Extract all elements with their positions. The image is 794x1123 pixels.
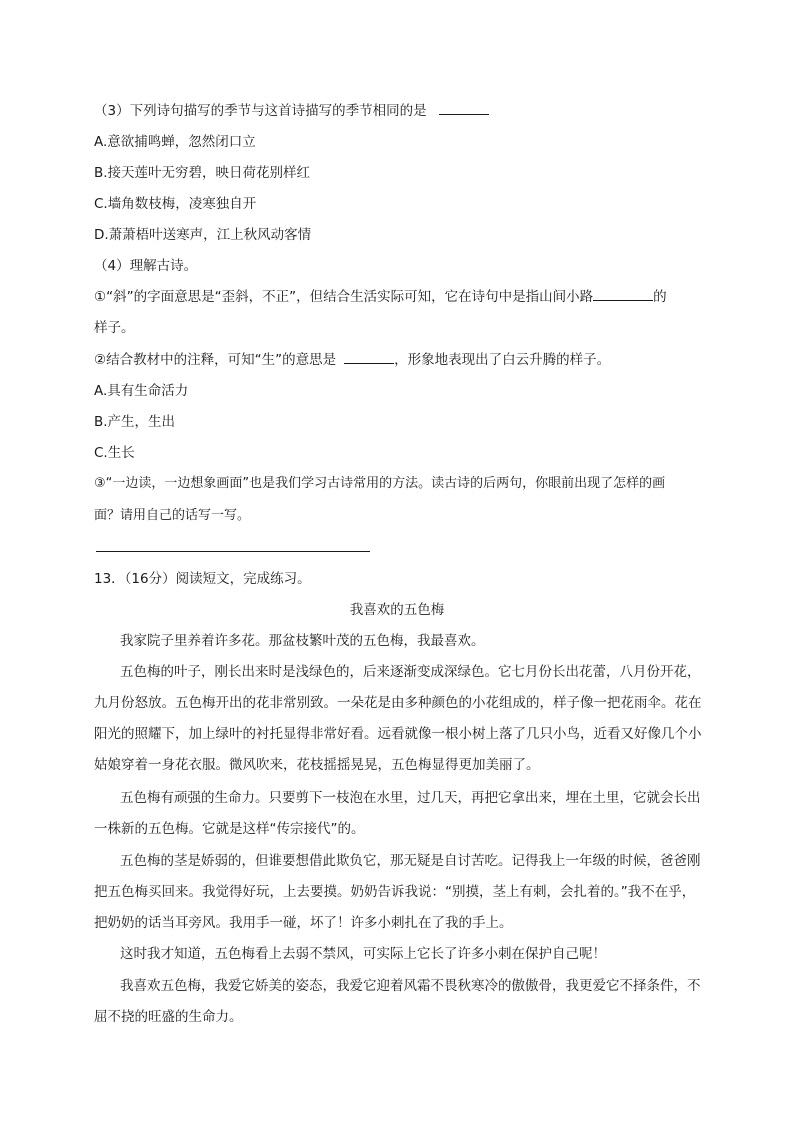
q13-header: 13．（16分）阅读短文，完成练习。: [94, 571, 311, 587]
q4-sub1-text-a: “斜”的字面意思是“歪斜，不正”，但结合生活实际可知，它在诗句中是指山间小路: [106, 289, 594, 305]
q4-sub3-line1: [94, 475, 665, 493]
passage-line: 我喜欢五色梅，我爱它娇美的姿态，我爱它迎着风霜不畏秋寒冷的傲傲骨，我更爱它不择条件，不: [120, 978, 701, 994]
passage-line: 把五色梅买回来。我觉得好玩，上去要摸。奶奶告诉我说：“别摸，茎上有刺，会扎着的。”我不在乎，: [94, 884, 696, 900]
q4-sub1-text-b: 的: [653, 289, 667, 305]
q3-stem-text: （3）下列诗句描写的季节与这首诗描写的季节相同的是: [94, 103, 427, 119]
passage-line: 五色梅有顽强的生命力。只要剪下一枝泡在水里，过几天，再把它拿出来，埋在土里，它就会长出: [120, 790, 701, 806]
passage-line: 一株新的五色梅。它就是这样“传宗接代”的。: [94, 821, 365, 837]
q3-stem: [94, 102, 489, 120]
q3-option-b: B.接天莲叶无穷碧，映日荷花别样红: [94, 165, 311, 181]
q3-answer-blank[interactable]: [439, 102, 489, 115]
q3-option-c: C.墙角数枝梅，凌寒独自开: [94, 196, 257, 212]
q4-stem: （4）理解古诗。: [94, 258, 198, 274]
q4-sub3-line2: 面？请用自己的话写一写。: [94, 508, 251, 523]
passage-line: 屈不挠的旺盛的生命力。: [94, 1009, 243, 1025]
q4-sub3-marker: ③: [94, 476, 106, 491]
q4-sub2-marker: ②: [94, 352, 107, 368]
passage-line: 五色梅的叶子，刚长出来时是浅绿色的，后来逐渐变成深绿色。它七月份长出花蕾，八月份开花，: [120, 664, 701, 680]
q4-sub2-option-c: C.生长: [94, 445, 135, 461]
passage-line: 五色梅的茎是娇弱的，但谁要想借此欺负它，那无疑是自讨苦吃。记得我上一年级的时候，爸爸刚: [120, 853, 701, 869]
q4-sub2-text-b: ，形象地表现出了白云升腾的样子。: [394, 352, 611, 368]
passage-line: 九月份怒放。五色梅开出的花非常别致。一朵花是由多种颜色的小花组成的，样子像一把花雨伞。花在: [94, 695, 702, 711]
passage-line: 这时我才知道，五色梅看上去弱不禁风，可实际上它长了许多小刺在保护自己呢！: [120, 946, 606, 962]
q4-sub1-answer-blank[interactable]: [593, 288, 653, 301]
passage-line: 姑娘穿着一身花衣服。微风吹来，花枝摇摇晃晃，五色梅显得更加美丽了。: [94, 757, 540, 773]
q3-option-a: A.意欲捕鸣蝉，忽然闭口立: [94, 134, 256, 150]
passage-line: 把奶奶的话当耳旁风。我用手一碰，坏了！许多小刺扎在了我的手上。: [94, 915, 513, 931]
passage-line: 阳光的照耀下，加上绿叶的衬托显得非常好看。远看就像一根小树上落了几只小鸟，近看又好像几个小: [94, 726, 702, 742]
passage-title: 我喜欢的五色梅: [349, 602, 445, 618]
q4-sub2-answer-blank[interactable]: [344, 351, 394, 364]
passage-line: 我家院子里养着许多花。那盆枝繁叶茂的五色梅，我最喜欢。: [120, 633, 485, 649]
q4-sub3-text-a: “一边读，一边想象画面”也是我们学习古诗常用的方法。读古诗的后两句，你眼前出现了怎样的画: [105, 476, 666, 491]
q4-sub1-marker: ①: [94, 289, 107, 305]
q4-sub3-answer-line[interactable]: [96, 551, 370, 552]
q4-sub2-option-b: B.产生，生出: [94, 414, 176, 430]
q4-sub1-line2: 样子。: [94, 320, 135, 336]
q4-sub1-line1: [94, 288, 667, 306]
q4-sub2-text-a: 结合教材中的注释，可知“生”的意思是: [106, 352, 337, 368]
q4-sub2-line: [94, 351, 610, 369]
q3-option-d: D.萧萧梧叶送寒声，江上秋风动客情: [94, 227, 312, 243]
q4-sub2-option-a: A.具有生命活力: [94, 383, 189, 399]
